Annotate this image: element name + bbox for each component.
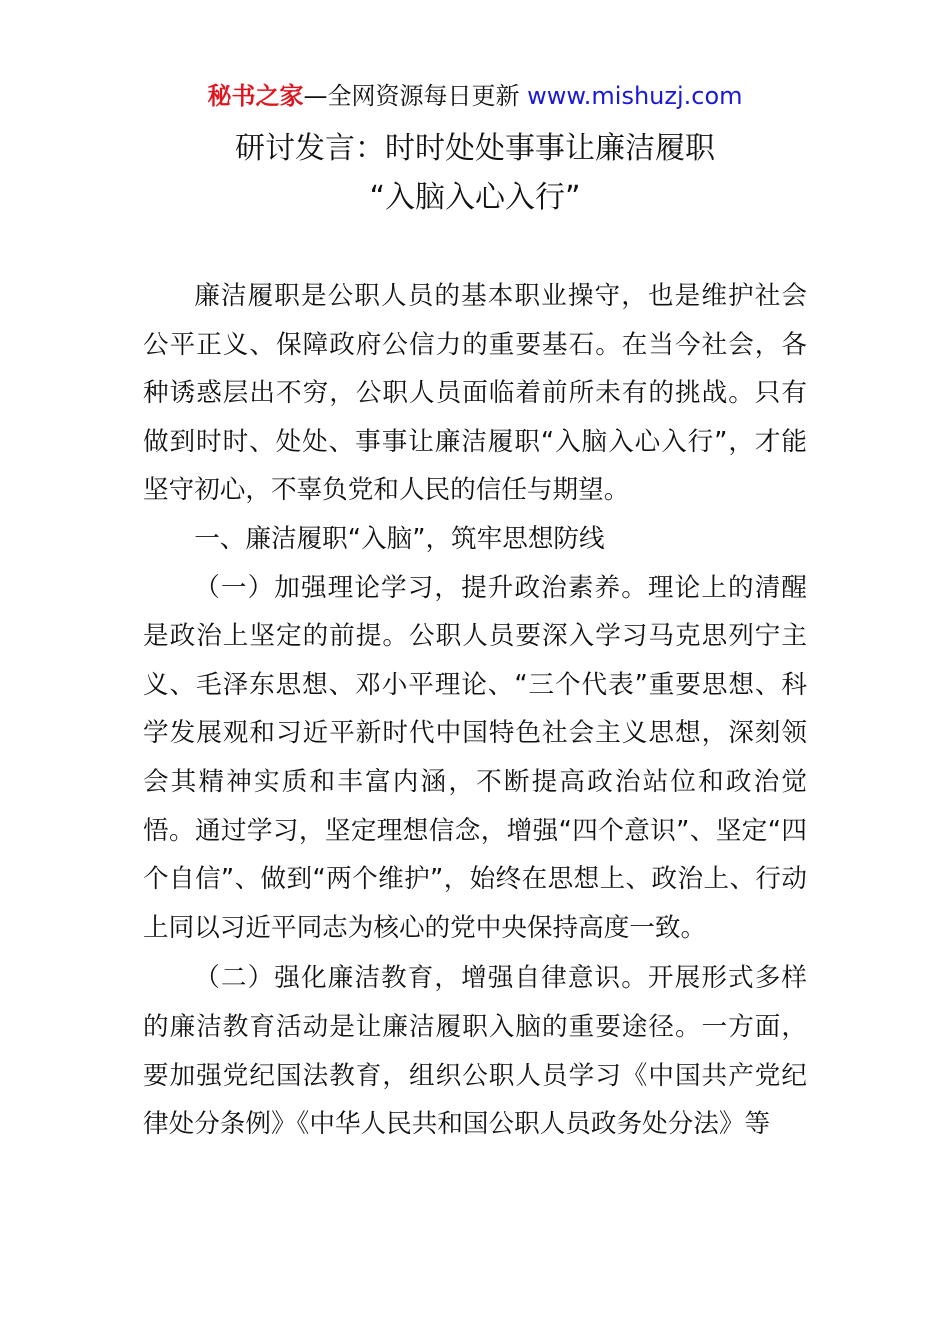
banner-brand: 秘书之家 xyxy=(207,82,304,110)
banner-tagline: —全网资源每日更新 xyxy=(303,82,528,110)
paragraph-subsection-2: （二）强化廉洁教育，增强自律意识。开展形式多样的廉洁教育活动是让廉洁履职入脑的重要途径。一方面，要加强党纪国法教育，组织公职人员学习《中国共产党纪律处分条例》《中华人民共和国公职人员政务处分法》等 xyxy=(143,963,807,1140)
document-body xyxy=(143,272,807,1149)
document-title-line-2: “入脑入心入行” xyxy=(369,180,581,215)
banner-url-link[interactable]: www.mishuzj.com xyxy=(527,82,743,110)
paragraph-intro: 廉洁履职是公职人员的基本职业操守，也是维护社会公平正义、保障政府公信力的重要基石。在当今社会，各种诱惑层出不穷，公职人员面临着前所未有的挑战。只有做到时时、处处、事事让廉洁履职“入脑入心入行”，才能坚守初心，不辜负党和人民的信任与期望。 xyxy=(143,281,807,506)
section-heading-1: 一、廉洁履职“入脑”，筑牢思想防线 xyxy=(194,523,605,554)
paragraph-subsection-1: （一）加强理论学习，提升政治素养。理论上的清醒是政治上坚定的前提。公职人员要深入学习马克思列宁主义、毛泽东思想、邓小平理论、“三个代表”重要思想、科学发展观和习近平新时代中国特色社会主义思想，深刻领会其精神实质和丰富内涵，不断提高政治站位和政治觉悟。通过学习，坚定理想信念，增强“四个意识”、坚定“四个自信”、做到“两个维护”，始终在思想上、政治上、行动上同以习近平同志为核心的党中央保持高度一致。 xyxy=(143,572,807,943)
document-title-line-1: 研讨发言：时时处处事事让廉洁履职 xyxy=(235,131,715,166)
site-banner xyxy=(0,80,950,112)
